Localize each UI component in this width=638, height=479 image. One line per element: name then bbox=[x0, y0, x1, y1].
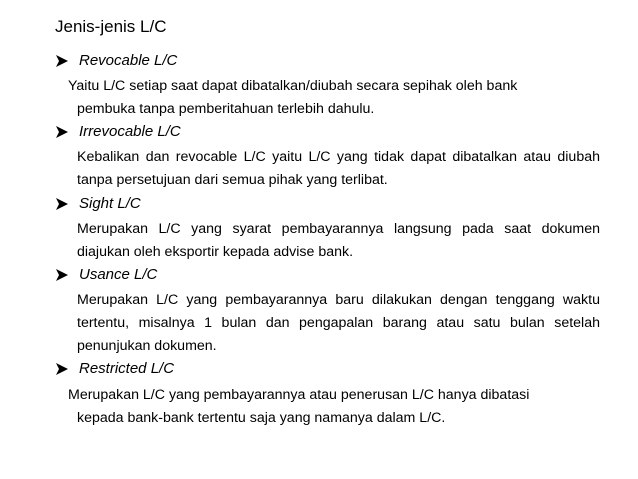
term-label: Sight L/C bbox=[79, 195, 141, 212]
arrow-bullet-icon bbox=[55, 268, 69, 282]
term-description: Merupakan L/C yang syarat pembayarannya langsung pada saat dokumen diajukan oleh eksportir kepada advise bank. bbox=[77, 221, 600, 260]
arrow-bullet-icon bbox=[55, 197, 69, 211]
term-label: Restricted L/C bbox=[79, 360, 175, 377]
list-item-sight bbox=[55, 193, 141, 215]
term-label: Irrevocable L/C bbox=[79, 123, 181, 140]
slide-title: Jenis-jenis L/C bbox=[55, 17, 167, 36]
term-description: Kebalikan dan revocable L/C yaitu L/C yang tidak dapat dibatalkan atau diubah tanpa persetujuan dari semua pihak yang terlibat. bbox=[77, 149, 600, 188]
description-line: kepada bank-bank tertentu saja yang namanya dalam L/C. bbox=[77, 410, 446, 426]
description-line: Merupakan L/C yang pembayarannya atau penerusan L/C hanya dibatasi bbox=[68, 387, 530, 403]
list-item-usance bbox=[55, 264, 157, 286]
list-item-restricted bbox=[55, 358, 174, 380]
description-line: Yaitu L/C setiap saat dapat dibatalkan/diubah secara sepihak oleh bank bbox=[68, 78, 518, 94]
list-item-irrevocable bbox=[55, 121, 181, 143]
term-description bbox=[68, 75, 600, 121]
term-description: Merupakan L/C yang pembayarannya baru dilakukan dengan tenggang waktu tertentu, misalnya 1 bulan dan pengapalan barang atau satu bulan setelah penunjukan dokumen. bbox=[77, 292, 600, 354]
arrow-bullet-icon bbox=[55, 125, 69, 139]
term-description bbox=[68, 384, 600, 430]
term-label: Revocable L/C bbox=[79, 52, 178, 69]
term-label: Usance L/C bbox=[79, 266, 158, 283]
arrow-bullet-icon bbox=[55, 54, 69, 68]
list-item-revocable bbox=[55, 50, 177, 72]
arrow-bullet-icon bbox=[55, 362, 69, 376]
description-line: pembuka tanpa pemberitahuan terlebih dahulu. bbox=[77, 101, 375, 117]
